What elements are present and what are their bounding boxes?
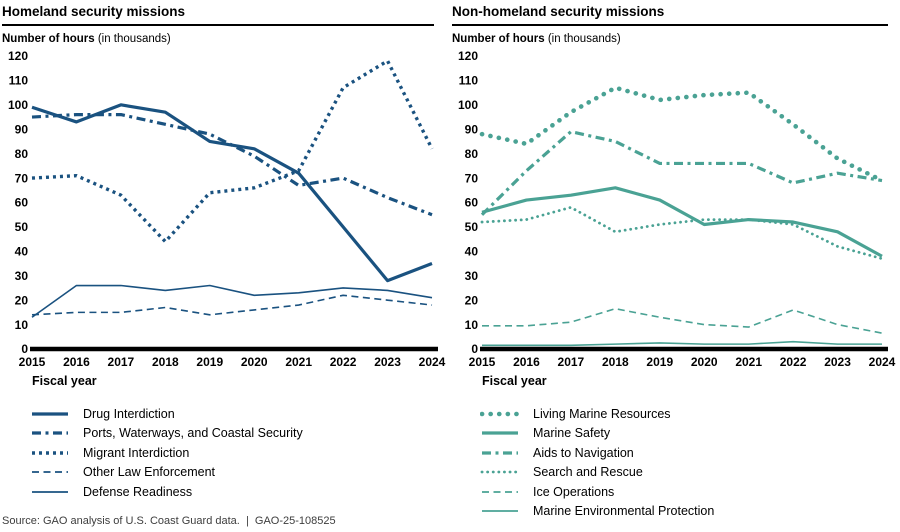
y-axis-caption-note: (in thousands) bbox=[94, 33, 171, 45]
x-tick-label: 2022 bbox=[779, 355, 807, 369]
legend-label: Ice Operations bbox=[533, 484, 615, 499]
legend-label: Aids to Navigation bbox=[533, 445, 634, 460]
legend-swatch-living-marine-resources bbox=[480, 409, 520, 419]
y-tick-label: 80 bbox=[14, 146, 28, 161]
legend-item-ports-waterways-and-coastal-security bbox=[30, 424, 450, 444]
y-axis-caption-bold: Number of hours bbox=[2, 33, 95, 45]
series-line-other-law-enforcement bbox=[32, 295, 432, 315]
legend-swatch-defense-readiness bbox=[30, 487, 70, 497]
series-line-search-and-rescue bbox=[482, 207, 882, 258]
legend-item-marine-environmental-protection bbox=[480, 502, 900, 522]
y-tick-label: 110 bbox=[8, 73, 28, 88]
y-tick-label: 10 bbox=[464, 317, 478, 332]
y-tick-label: 40 bbox=[14, 244, 28, 259]
x-tick-label: 2018 bbox=[151, 355, 179, 369]
legend-swatch-aids-to-navigation bbox=[480, 448, 520, 458]
x-tick-label: 2019 bbox=[196, 355, 224, 369]
x-tick-label: 2021 bbox=[285, 355, 313, 369]
homeland-panel-title: Homeland security missions bbox=[2, 0, 434, 26]
y-tick-label: 10 bbox=[14, 317, 28, 332]
x-tick-label: 2023 bbox=[374, 355, 401, 369]
legend-swatch-drug-interdiction bbox=[30, 409, 70, 419]
legend-swatch-search-and-rescue bbox=[480, 467, 520, 477]
non-homeland-y-axis-caption bbox=[452, 33, 900, 45]
legend-item-other-law-enforcement bbox=[30, 463, 450, 483]
series-line-drug-interdiction bbox=[32, 105, 432, 281]
x-axis-label: Fiscal year bbox=[482, 374, 547, 388]
y-tick-label: 50 bbox=[464, 220, 478, 235]
x-tick-label: 2021 bbox=[735, 355, 763, 369]
homeland-line-chart bbox=[2, 46, 448, 391]
y-tick-label: 0 bbox=[471, 342, 478, 357]
y-tick-label: 40 bbox=[464, 244, 478, 259]
y-tick-label: 0 bbox=[21, 342, 28, 357]
y-tick-label: 70 bbox=[464, 171, 478, 186]
series-line-marine-environmental-protection bbox=[482, 342, 882, 346]
x-tick-label: 2024 bbox=[418, 355, 446, 369]
x-tick-label: 2019 bbox=[646, 355, 674, 369]
source-note: Source: GAO analysis of U.S. Coast Guard data. | GAO-25-108525 bbox=[2, 515, 336, 527]
non-homeland-panel-title: Non-homeland security missions bbox=[452, 0, 888, 26]
x-tick-label: 2017 bbox=[107, 355, 135, 369]
series-line-ice-operations bbox=[482, 309, 882, 333]
homeland-legend bbox=[30, 404, 450, 502]
legend-label: Other Law Enforcement bbox=[83, 465, 216, 480]
series-line-marine-safety bbox=[482, 188, 882, 256]
homeland-missions-panel bbox=[0, 0, 450, 521]
legend-swatch-other-law-enforcement bbox=[30, 467, 70, 477]
legend-item-defense-readiness bbox=[30, 482, 450, 502]
legend-swatch-migrant-interdiction bbox=[30, 448, 70, 458]
y-tick-label: 50 bbox=[14, 220, 28, 235]
x-tick-label: 2024 bbox=[868, 355, 896, 369]
legend-label: Ports, Waterways, and Coastal Security bbox=[83, 426, 303, 441]
y-tick-label: 60 bbox=[464, 195, 478, 210]
x-tick-label: 2017 bbox=[557, 355, 585, 369]
series-line-migrant-interdiction bbox=[32, 61, 432, 242]
legend-label: Marine Safety bbox=[533, 426, 611, 441]
y-tick-label: 80 bbox=[464, 146, 478, 161]
y-tick-label: 100 bbox=[7, 98, 28, 113]
x-tick-label: 2015 bbox=[468, 355, 496, 369]
legend-label: Living Marine Resources bbox=[533, 406, 671, 421]
y-tick-label: 70 bbox=[14, 171, 28, 186]
non-homeland-legend bbox=[480, 404, 900, 521]
legend-swatch-ice-operations bbox=[480, 487, 520, 497]
non-homeland-line-chart bbox=[452, 46, 898, 391]
y-tick-label: 90 bbox=[14, 122, 28, 137]
x-tick-label: 2023 bbox=[824, 355, 851, 369]
legend-item-aids-to-navigation bbox=[480, 443, 900, 463]
x-tick-label: 2015 bbox=[18, 355, 46, 369]
y-tick-label: 30 bbox=[14, 268, 28, 283]
y-tick-label: 60 bbox=[14, 195, 28, 210]
x-tick-label: 2020 bbox=[690, 355, 718, 369]
y-axis-caption-bold: Number of hours bbox=[452, 33, 545, 45]
legend-item-ice-operations bbox=[480, 482, 900, 502]
x-tick-label: 2016 bbox=[63, 355, 90, 369]
legend-item-migrant-interdiction bbox=[30, 443, 450, 463]
legend-label: Marine Environmental Protection bbox=[533, 504, 715, 519]
legend-item-search-and-rescue bbox=[480, 463, 900, 483]
legend-label: Drug Interdiction bbox=[83, 406, 175, 421]
x-axis-label: Fiscal year bbox=[32, 374, 97, 388]
non-homeland-missions-panel bbox=[450, 0, 900, 521]
legend-item-drug-interdiction bbox=[30, 404, 450, 424]
y-tick-label: 90 bbox=[464, 122, 478, 137]
legend-item-living-marine-resources bbox=[480, 404, 900, 424]
series-line-living-marine-resources bbox=[482, 88, 882, 181]
legend-swatch-marine-safety bbox=[480, 428, 520, 438]
legend-swatch-marine-environmental-protection bbox=[480, 506, 520, 516]
y-tick-label: 110 bbox=[458, 73, 478, 88]
legend-item-marine-safety bbox=[480, 424, 900, 444]
x-tick-label: 2018 bbox=[601, 355, 629, 369]
y-tick-label: 30 bbox=[464, 268, 478, 283]
legend-label: Migrant Interdiction bbox=[83, 445, 190, 460]
series-line-aids-to-navigation bbox=[482, 132, 882, 215]
y-tick-label: 20 bbox=[464, 293, 478, 308]
y-tick-label: 120 bbox=[457, 49, 478, 64]
legend-swatch-ports-waterways-and-coastal-security bbox=[30, 428, 70, 438]
y-tick-label: 120 bbox=[7, 49, 28, 64]
homeland-y-axis-caption bbox=[2, 33, 450, 45]
y-axis-caption-note: (in thousands) bbox=[544, 33, 621, 45]
x-tick-label: 2022 bbox=[329, 355, 357, 369]
legend-label: Search and Rescue bbox=[533, 465, 643, 480]
x-tick-label: 2020 bbox=[240, 355, 268, 369]
series-line-ports-waterways-and-coastal-security bbox=[32, 115, 432, 215]
x-tick-label: 2016 bbox=[513, 355, 540, 369]
y-tick-label: 100 bbox=[457, 98, 478, 113]
y-tick-label: 20 bbox=[14, 293, 28, 308]
legend-label: Defense Readiness bbox=[83, 484, 193, 499]
